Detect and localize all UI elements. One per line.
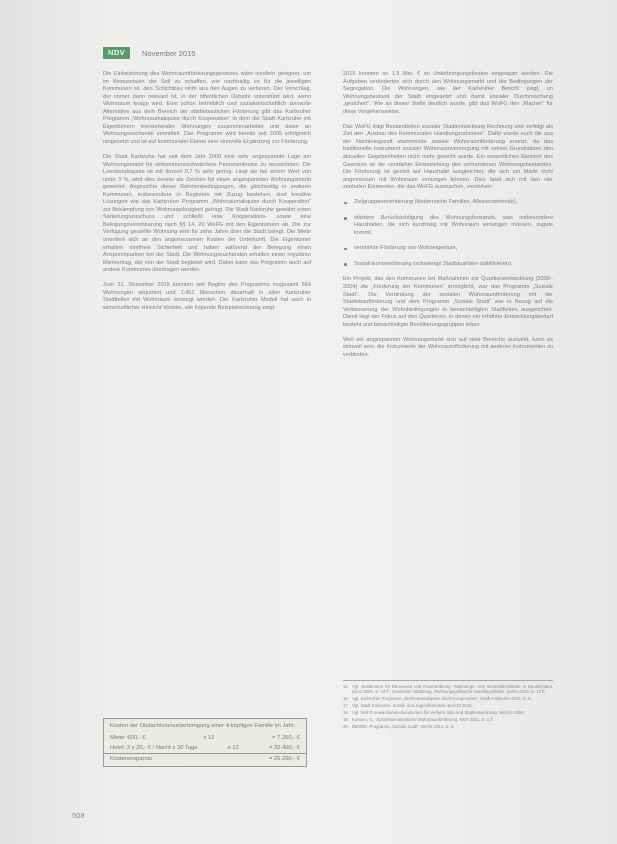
calc-row (110, 743, 300, 753)
footnote (343, 684, 553, 695)
footnote (343, 710, 553, 715)
footnote (343, 724, 553, 729)
footnote-number: 17 (343, 703, 348, 709)
calc-row (110, 733, 300, 743)
footnote-number: 16 (343, 696, 348, 702)
calc-value: = 7.200,- € (272, 735, 300, 741)
paragraph: 2015 konnten so 1,5 Mio. € an Unterbringungskosten eingespart werden. Die Aufgaben veränderten sich durch den Wohnungsmarkt und die Bedingungen der Segregation. Die Wohnungen, wie der Karlsruher Bericht zeigt, im Wohnungsbestand der Stadt eingesetzt und damit sozialer Durchmischung „gesichert“. Wie an dieser Stelle deutlich wurde, gibt das WoFG den „Macher“ für diese Vorgehensweise. (343, 71, 553, 115)
calc-total-row (110, 754, 300, 764)
paragraph: Zum 31. Dezember 2015 konnten seit Beginn des Programms insgesamt 564 Wohnungen akquiriert und 1.452 Menschen dauerhaft in allen Karlsruher Stadtteilen mit Wohnraum versorgt werden. Der Karlsruher Modell hat auch in wirtschaftlicher Hinsicht Vorteile, wie folgende Beispielrechnung zeigt: (103, 282, 311, 311)
left-column (103, 71, 311, 320)
calc-value: = 32.400,- € (268, 745, 300, 751)
footnote-number: 19 (343, 716, 348, 722)
footnotes (343, 680, 553, 731)
footnote-text: Vgl. Bundesamt für Bauwesen und Raumordnung, Wohnungs- und Immobilienmärkte in Deutschland, Bonn 2006, S. 34 ff.; Deutscher Städtetag, Wohnungspolitische Handlungsfelder, Berlin 2010, S. 12 ff. (352, 684, 553, 695)
footnote (343, 703, 553, 708)
footnote-text: Kuhnen, G., Sozialraumorientierte Wohnraumförderung, NDV 2011, S. 1 ff. (352, 716, 494, 722)
page-header (103, 47, 195, 59)
bullet-item: Sozialraumorientierung (schwierige Stadtquartiere stabilisieren). (343, 261, 553, 269)
calc-multiplier: x 12 (227, 745, 239, 751)
footnote-text: Vgl. Karlsruher Programm „Wohnraumakquise durch Kooperation“, Stadt Karlsruhe 2015, S. 5. (352, 696, 532, 702)
page-number: 508 (72, 811, 85, 820)
bullet-item: stärkere Berücksichtigung des Wohnungsbestands, was insbesondere Haushalten, die sich kurzfristig mit Wohnraum versorgen müssen, zugute kommt, (343, 215, 553, 238)
calc-label: Miete: 600,- € (110, 735, 146, 741)
journal-badge: NDV (103, 47, 130, 59)
bullet-list (343, 199, 553, 268)
calc-label: Hotel: 3 x 20,- € / Nacht x 30 Tage (110, 745, 198, 751)
bullet-item: Zielgruppenorientierung (kinderreiche Familien, Alleinerziehende), (343, 199, 553, 207)
footnote (343, 717, 553, 722)
cost-calculation-box (103, 718, 307, 767)
footnote-number: 18 (343, 709, 348, 715)
issue-date: November 2015 (142, 48, 196, 58)
calc-total-label: Kostenersparnis (110, 756, 152, 762)
paragraph: Weil ein angespannter Wohnungsmarkt sich auf viele Bereiche auswirkt, kann es sinnvoll sein, die Instrumente der Wohnraumförderung mit anderen Instrumenten zu verbinden. (343, 336, 553, 358)
calc-heading: Kosten der Obdachlosenunterbringung einer 4-köpfigen Familie im Jahr: (110, 723, 296, 729)
paragraph: Die Einbeziehung des Wohnraumförderungsgesetzes wäre insofern geeignet, um im Bewusstsein der Soll zu schaffen, wie nachhaltig es für die jeweiligen Kommunen ist, den Schichtbau nicht aus den Augen zu verlieren. Der Vorschlag, der immer dann relevant ist, in der öffentlichen Debatte unterstützt wird, wenn Wohnraum knapp wird. Eine schon betrieblich und sozialwirtschaftlich sinnvolle Alternative aus dem Bereich der städtebaulichen Förderung gibt das Karlsruher Programm „Wohnraumakquise durch Kooperation“ in dem die Stadt Karlsruhe mit Eigentümern leerstehender Wohnungen zusammenarbeitet und diese an Wohnungssuchende vermittelt. Das Programm wird bereits seit 2005 erfolgreich umgesetzt und ist auf kommunaler Ebene eine sinnvolle Ergänzung zur Förderung. (103, 71, 311, 145)
calc-total-value: = 25.200,- € (268, 756, 300, 762)
footnote-text: Vgl. Stadt Karlsruhe, Sozial- und Jugendbehörde, Bericht 2015. (352, 703, 473, 709)
footnote-number: 20 (343, 723, 348, 729)
footnote-text: BMVBS, Programm „Soziale Stadt“, Berlin 2014, S. 8. (352, 723, 455, 729)
paragraph: Ein Projekt, das den Kommunen bei Maßnahmen zur Quartiersentwicklung (2000–2004) die „Förderung der Kommunen“ ermöglicht, war das Programm „Soziale Stadt“. Die Verbindung der sozialen Wohnraumförderung mit der Städtebauförderung und dem Programm „Soziale Stadt“ war in Bezug auf die Verbesserung der Wohnbedingungen in benachteiligten Stadtteilen ausgerichtet. Damit liegt der Fokus auf den Quartieren, in denen ein erhöhter Entwicklungsbedarf besteht und benachteiligte Bevölkerungsgruppen leben. (343, 276, 553, 328)
footnote-text: Vgl. WoFG sowie Bundesministerium für Verkehr, Bau und Stadtentwicklung, Bericht 2004. (352, 709, 525, 715)
paragraph: Das WoFG trägt Bestandteilen sozialer Stadtentwicklung Rechnung und verfolgt als Ziel den „Ausbau des Kommunalen Handlungsrahmens“. Dafür wurde auch die aus der Nachkriegszeit stammende soziale Wohnraumförderung ersetzt, da das traditionelle Instrument sozialer Wohnraumversorgung mit seinen Grundsätzen den aktuellen Gegebenheiten nicht mehr gerecht wurde. Ein wesentliches Element des Gesetzes ist die verstärkte Einbeziehung des vorhandenen Wohnungsbestandes. Die Förderung ist gezielt auf Haushalte ausgerichtet, die sich am Markt nicht angemessen mit Wohnraum versorgen können. Dies lässt sich mit den vier zentralen Elementen, die das WoFG ausmachen, verstehen: (343, 123, 553, 191)
calc-multiplier: x 12 (203, 735, 215, 741)
bullet-item: verstärkte Förderung von Wohneigentum, (343, 245, 553, 253)
footnote-number: 15 (343, 684, 348, 689)
footnote (343, 696, 553, 701)
paragraph: Die Stadt Karlsruhe hat seit dem Jahr 2000 eine sehr angespannte Lage am Wohnungsmarkt für einkommensschwächere Personenkreise zu verzeichnen. Die Leerstandsquote ist mit derzeit 0,7 % sehr gering. Liegt sie bei einem Wert von unter 3 %, wird dies bereits als Zeichen für einen angespannten Wohnungsmarkt gewertet. Angesichts dieser Rahmenbedingungen, die gleichzeitig in anderen Kommunen, insbesondere in Regionen mit Zuzug bestehen, sind kreative Lösungen wie das Karlsruher Programm „Wohnraumakquise durch Kooperation“ zur Bekämpfung von Wohnungslosigkeit gefragt. Die Stadt Karlsruhe gewährt einen Sanierungszuschuss und schließt eine Kooperations- sowie eine Belegungsvereinbarung nach §§ 14, 20 WoFG mit den Eigentümern ab. Die zur Verfügung gestellte Wohnung wird für zehn Jahre über die Stadt belegt. Die Miete orientiert sich an den angemessenen Kosten der Unterkunft. Die Eigentümer erhalten mietfreie Sicherheit und haben während der Belegung einen Ansprechpartner bei der Stadt. Die Wohnungssuchenden erhalten einen regulären Mietvertrag, der von der Stadt begleitet wird. Dabei kann das Programm auch auf andere Kommunen übertragen werden. (103, 153, 311, 274)
right-column (343, 71, 553, 367)
